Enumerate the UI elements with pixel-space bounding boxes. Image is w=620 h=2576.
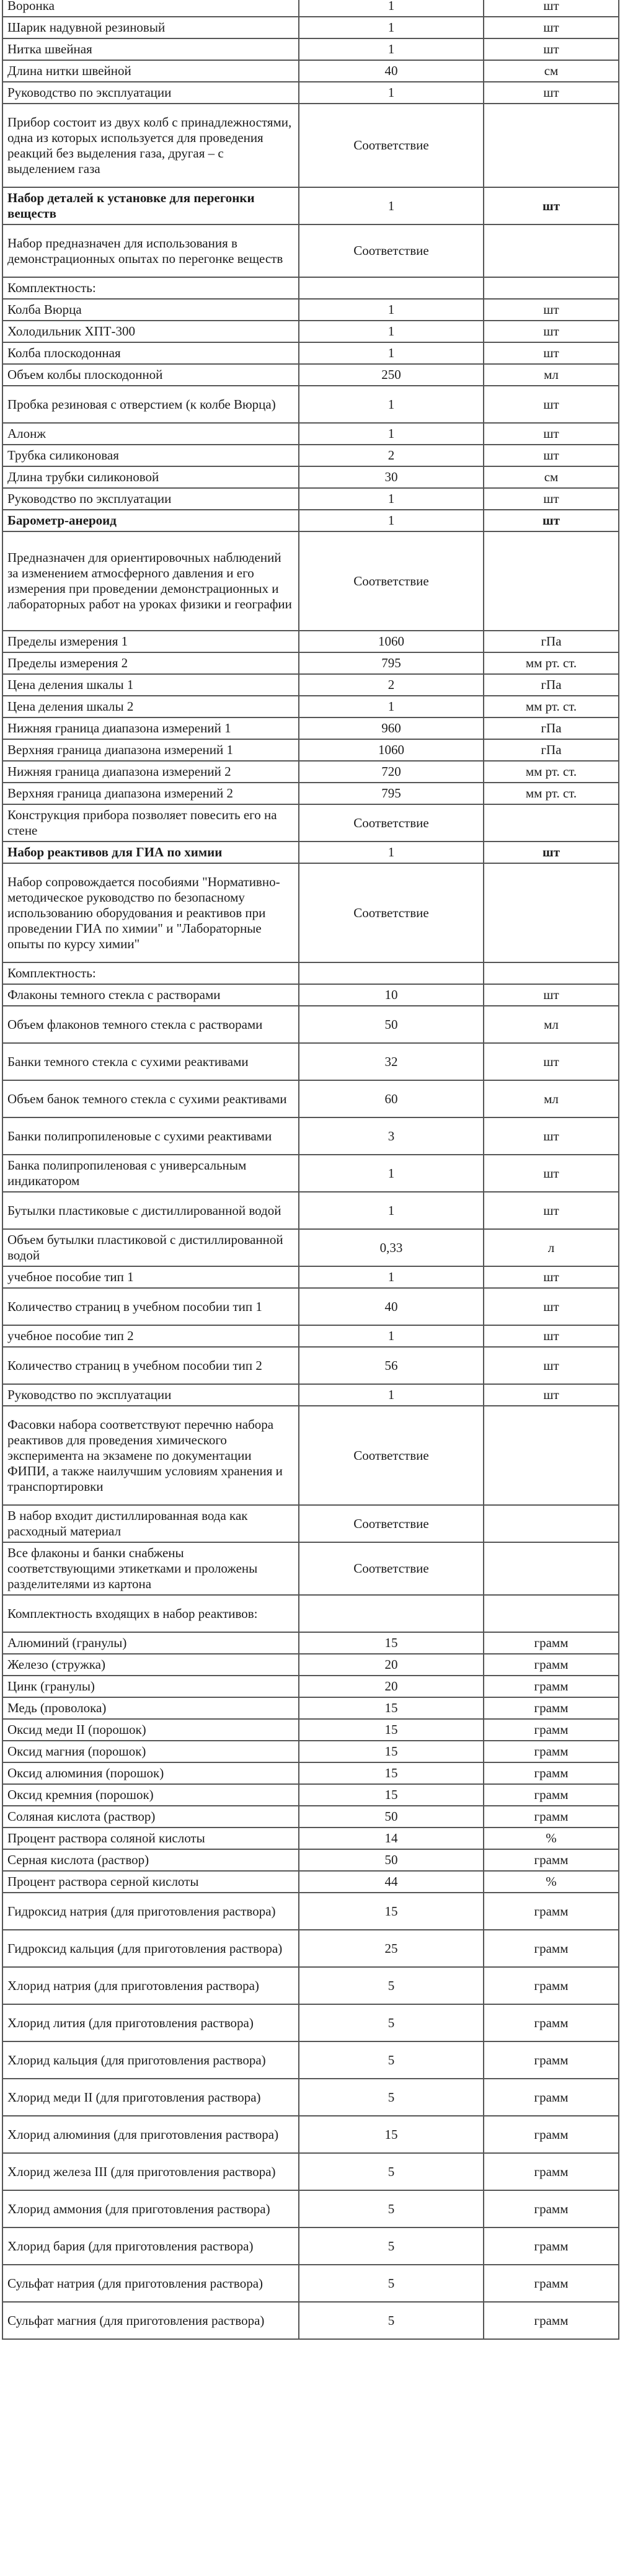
unit-cell: шт <box>484 187 619 224</box>
table-row <box>2 1229 619 1266</box>
table-row <box>2 1871 619 1893</box>
unit-cell: грамм <box>484 1762 619 1784</box>
parameter-value-cell: 2 <box>299 445 484 466</box>
parameter-value-cell: 1 <box>299 1192 484 1229</box>
table-row <box>2 1697 619 1719</box>
unit-cell: шт <box>484 1155 619 1192</box>
parameter-name-cell: Хлорид меди II (для приготовления раствора) <box>2 2079 299 2116</box>
parameter-value-cell: 1 <box>299 299 484 321</box>
parameter-value-cell: 1 <box>299 423 484 445</box>
unit-cell: шт <box>484 445 619 466</box>
parameter-name-cell: Нижняя граница диапазона измерений 1 <box>2 717 299 739</box>
parameter-name-cell: Гидроксид кальция (для приготовления раствора) <box>2 1930 299 1967</box>
parameter-value-cell: 1060 <box>299 631 484 652</box>
unit-cell: мм рт. ст. <box>484 761 619 783</box>
table-row <box>2 1654 619 1676</box>
unit-cell: % <box>484 1828 619 1849</box>
parameter-value-cell: 1 <box>299 1155 484 1192</box>
parameter-name-cell: Объем колбы плоскодонной <box>2 364 299 386</box>
parameter-value-cell: Соответствие <box>299 804 484 842</box>
parameter-value-cell: 15 <box>299 1741 484 1762</box>
parameter-value-cell: 1 <box>299 38 484 60</box>
parameter-name-cell: Длина нитки швейной <box>2 60 299 82</box>
parameter-name-cell: учебное пособие тип 2 <box>2 1325 299 1347</box>
parameter-name-cell: Цена деления шкалы 1 <box>2 674 299 696</box>
parameter-value-cell: 795 <box>299 783 484 804</box>
parameter-value-cell: 56 <box>299 1347 484 1384</box>
table-row <box>2 2302 619 2339</box>
table-row <box>2 1741 619 1762</box>
table-row <box>2 739 619 761</box>
parameter-value-cell: 250 <box>299 364 484 386</box>
parameter-name-cell: Гидроксид натрия (для приготовления раствора) <box>2 1893 299 1930</box>
parameter-name-cell: Барометр-анероид <box>2 510 299 531</box>
table-row <box>2 277 619 299</box>
parameter-name-cell: Руководство по эксплуатации <box>2 82 299 104</box>
unit-cell: грамм <box>484 2190 619 2227</box>
parameter-name-cell: Все флаконы и банки снабжены соответствующими этикетками и проложены разделителями из картона <box>2 1542 299 1595</box>
parameter-name-cell: Шарик надувной резиновый <box>2 17 299 38</box>
parameter-name-cell: Воронка <box>2 0 299 17</box>
unit-cell: грамм <box>484 2265 619 2302</box>
parameter-value-cell: 50 <box>299 1806 484 1828</box>
parameter-value-cell: 1060 <box>299 739 484 761</box>
table-row <box>2 1930 619 1967</box>
unit-cell <box>484 1542 619 1595</box>
unit-cell: шт <box>484 842 619 863</box>
table-row <box>2 488 619 510</box>
parameter-name-cell: Железо (стружка) <box>2 1654 299 1676</box>
parameter-value-cell: 1 <box>299 342 484 364</box>
parameter-value-cell: 1 <box>299 488 484 510</box>
parameter-name-cell: Комплектность: <box>2 962 299 984</box>
parameter-value-cell: 795 <box>299 652 484 674</box>
parameter-name-cell: Банка полипропиленовая с универсальным индикатором <box>2 1155 299 1192</box>
table-row <box>2 1406 619 1505</box>
table-row <box>2 842 619 863</box>
parameter-name-cell: Оксид алюминия (порошок) <box>2 1762 299 1784</box>
parameter-value-cell: Соответствие <box>299 1542 484 1595</box>
table-row <box>2 321 619 342</box>
parameter-name-cell: Комплектность: <box>2 277 299 299</box>
table-row <box>2 386 619 423</box>
unit-cell: шт <box>484 1288 619 1325</box>
unit-cell: см <box>484 466 619 488</box>
parameter-name-cell: Руководство по эксплуатации <box>2 1384 299 1406</box>
unit-cell: гПа <box>484 717 619 739</box>
unit-cell: шт <box>484 299 619 321</box>
unit-cell: мм рт. ст. <box>484 652 619 674</box>
table-row <box>2 1849 619 1871</box>
unit-cell: шт <box>484 423 619 445</box>
unit-cell: шт <box>484 17 619 38</box>
parameter-name-cell: Хлорид кальция (для приготовления раствора) <box>2 2041 299 2079</box>
table-row <box>2 1043 619 1080</box>
parameter-value-cell: 14 <box>299 1828 484 1849</box>
unit-cell: шт <box>484 488 619 510</box>
unit-cell: грамм <box>484 1930 619 1967</box>
unit-cell: см <box>484 60 619 82</box>
unit-cell: грамм <box>484 1654 619 1676</box>
unit-cell: грамм <box>484 1849 619 1871</box>
parameter-value-cell: 1 <box>299 386 484 423</box>
table-row <box>2 17 619 38</box>
unit-cell: шт <box>484 1325 619 1347</box>
parameter-name-cell: Процент раствора соляной кислоты <box>2 1828 299 1849</box>
parameter-value-cell: 15 <box>299 1762 484 1784</box>
table-row <box>2 1288 619 1325</box>
parameter-name-cell: Объем банок темного стекла с сухими реактивами <box>2 1080 299 1117</box>
parameter-name-cell: Колба плоскодонная <box>2 342 299 364</box>
parameter-value-cell <box>299 277 484 299</box>
parameter-value-cell: 1 <box>299 842 484 863</box>
parameter-name-cell: Набор предназначен для использования в демонстрационных опытах по перегонке веществ <box>2 224 299 277</box>
parameter-value-cell: 5 <box>299 1967 484 2004</box>
parameter-value-cell: 30 <box>299 466 484 488</box>
parameter-value-cell: 5 <box>299 2302 484 2339</box>
parameter-value-cell: 60 <box>299 1080 484 1117</box>
parameter-name-cell: Верхняя граница диапазона измерений 2 <box>2 783 299 804</box>
parameter-value-cell: 15 <box>299 1893 484 1930</box>
unit-cell <box>484 224 619 277</box>
table-row <box>2 631 619 652</box>
table-row <box>2 0 619 17</box>
parameter-name-cell: Хлорид бария (для приготовления раствора) <box>2 2227 299 2265</box>
table-row <box>2 1006 619 1043</box>
parameter-name-cell: учебное пособие тип 1 <box>2 1266 299 1288</box>
unit-cell: грамм <box>484 2079 619 2116</box>
table-row <box>2 984 619 1006</box>
parameter-value-cell <box>299 1595 484 1632</box>
table-row <box>2 364 619 386</box>
table-row <box>2 1806 619 1828</box>
table-row <box>2 652 619 674</box>
parameter-name-cell: Руководство по эксплуатации <box>2 488 299 510</box>
parameter-name-cell: Хлорид алюминия (для приготовления раствора) <box>2 2116 299 2153</box>
parameter-value-cell: 960 <box>299 717 484 739</box>
parameter-value-cell: 5 <box>299 2265 484 2302</box>
unit-cell <box>484 1595 619 1632</box>
unit-cell: грамм <box>484 2302 619 2339</box>
parameter-value-cell: Соответствие <box>299 1505 484 1542</box>
table-row <box>2 863 619 962</box>
parameter-name-cell: Хлорид лития (для приготовления раствора) <box>2 2004 299 2041</box>
unit-cell: шт <box>484 510 619 531</box>
parameter-value-cell: 1 <box>299 321 484 342</box>
unit-cell: мл <box>484 1006 619 1043</box>
parameter-name-cell: Предназначен для ориентировочных наблюдений за изменением атмосферного давления и его измерения при проведении демонстрационных и лабораторных работ на уроках физики и географии <box>2 531 299 631</box>
parameter-value-cell: 15 <box>299 1784 484 1806</box>
table-row <box>2 2153 619 2190</box>
unit-cell: грамм <box>484 2041 619 2079</box>
table-row <box>2 1828 619 1849</box>
unit-cell <box>484 1505 619 1542</box>
table-row <box>2 445 619 466</box>
parameter-value-cell: 32 <box>299 1043 484 1080</box>
unit-cell <box>484 104 619 187</box>
parameter-value-cell: 20 <box>299 1654 484 1676</box>
unit-cell: гПа <box>484 631 619 652</box>
table-row <box>2 1542 619 1595</box>
unit-cell <box>484 1406 619 1505</box>
parameter-name-cell: Хлорид натрия (для приготовления раствора) <box>2 1967 299 2004</box>
table-row <box>2 466 619 488</box>
table-row <box>2 674 619 696</box>
unit-cell <box>484 863 619 962</box>
table-row <box>2 696 619 717</box>
table-row <box>2 1080 619 1117</box>
unit-cell: грамм <box>484 1719 619 1741</box>
parameter-name-cell: Пределы измерения 1 <box>2 631 299 652</box>
parameter-name-cell: Алюминий (гранулы) <box>2 1632 299 1654</box>
parameter-name-cell: Набор реактивов для ГИА по химии <box>2 842 299 863</box>
unit-cell: шт <box>484 342 619 364</box>
unit-cell: гПа <box>484 739 619 761</box>
parameter-value-cell: 720 <box>299 761 484 783</box>
parameter-value-cell: 15 <box>299 1697 484 1719</box>
parameter-value-cell: Соответствие <box>299 863 484 962</box>
specification-table-body <box>2 0 619 2339</box>
unit-cell: шт <box>484 1043 619 1080</box>
unit-cell: грамм <box>484 2004 619 2041</box>
parameter-value-cell: 5 <box>299 2041 484 2079</box>
parameter-name-cell: Оксид кремния (порошок) <box>2 1784 299 1806</box>
parameter-name-cell: Пределы измерения 2 <box>2 652 299 674</box>
parameter-name-cell: Цена деления шкалы 2 <box>2 696 299 717</box>
unit-cell: грамм <box>484 1784 619 1806</box>
parameter-name-cell: Пробка резиновая с отверстием (к колбе Вюрца) <box>2 386 299 423</box>
unit-cell: грамм <box>484 2227 619 2265</box>
parameter-name-cell: Холодильник ХПТ-300 <box>2 321 299 342</box>
table-row <box>2 1505 619 1542</box>
parameter-name-cell: Набор сопровождается пособиями "Нормативно-методическое руководство по безопасному использованию оборудования и реактивов при проведении ГИА по химии" и "Лабораторные опыты по курсу химии" <box>2 863 299 962</box>
table-row <box>2 342 619 364</box>
parameter-name-cell: Цинк (гранулы) <box>2 1676 299 1697</box>
table-row <box>2 2079 619 2116</box>
table-row <box>2 1632 619 1654</box>
unit-cell: мл <box>484 1080 619 1117</box>
parameter-name-cell: Процент раствора серной кислоты <box>2 1871 299 1893</box>
unit-cell: мм рт. ст. <box>484 696 619 717</box>
unit-cell: грамм <box>484 1697 619 1719</box>
parameter-name-cell: Сульфат магния (для приготовления раствора) <box>2 2302 299 2339</box>
table-row <box>2 1266 619 1288</box>
parameter-name-cell: Оксид магния (порошок) <box>2 1741 299 1762</box>
parameter-value-cell: 1 <box>299 510 484 531</box>
unit-cell: шт <box>484 38 619 60</box>
unit-cell <box>484 531 619 631</box>
table-row <box>2 804 619 842</box>
parameter-value-cell: 10 <box>299 984 484 1006</box>
parameter-value-cell: 5 <box>299 2190 484 2227</box>
unit-cell: шт <box>484 1117 619 1155</box>
parameter-name-cell: Набор деталей к установке для перегонки веществ <box>2 187 299 224</box>
table-row <box>2 1762 619 1784</box>
table-row <box>2 783 619 804</box>
parameter-value-cell: 15 <box>299 1632 484 1654</box>
unit-cell: грамм <box>484 2153 619 2190</box>
unit-cell: шт <box>484 82 619 104</box>
table-row <box>2 423 619 445</box>
unit-cell: грамм <box>484 1806 619 1828</box>
parameter-name-cell: Комплектность входящих в набор реактивов: <box>2 1595 299 1632</box>
parameter-name-cell: Хлорид аммония (для приготовления раствора) <box>2 2190 299 2227</box>
parameter-value-cell: 1 <box>299 1325 484 1347</box>
parameter-name-cell: Нижняя граница диапазона измерений 2 <box>2 761 299 783</box>
parameter-value-cell: 5 <box>299 2227 484 2265</box>
unit-cell: шт <box>484 321 619 342</box>
parameter-name-cell: Нитка швейная <box>2 38 299 60</box>
parameter-name-cell: Длина трубки силиконовой <box>2 466 299 488</box>
parameter-name-cell: Медь (проволока) <box>2 1697 299 1719</box>
parameter-value-cell: 1 <box>299 82 484 104</box>
parameter-value-cell: 1 <box>299 696 484 717</box>
parameter-name-cell: Верхняя граница диапазона измерений 1 <box>2 739 299 761</box>
table-row <box>2 1192 619 1229</box>
parameter-value-cell: 5 <box>299 2004 484 2041</box>
parameter-name-cell: Банки темного стекла с сухими реактивами <box>2 1043 299 1080</box>
unit-cell: шт <box>484 386 619 423</box>
unit-cell <box>484 277 619 299</box>
table-row <box>2 717 619 739</box>
parameter-value-cell: Соответствие <box>299 224 484 277</box>
parameter-name-cell: Банки полипропиленовые с сухими реактивами <box>2 1117 299 1155</box>
unit-cell: грамм <box>484 1741 619 1762</box>
unit-cell: шт <box>484 984 619 1006</box>
parameter-name-cell: Количество страниц в учебном пособии тип 1 <box>2 1288 299 1325</box>
parameter-name-cell: Серная кислота (раствор) <box>2 1849 299 1871</box>
table-row <box>2 2004 619 2041</box>
parameter-name-cell: Фасовки набора соответствуют перечню набора реактивов для проведения химического эксперимента на экзамене по документации ФИПИ, а также наилучшим условиям хранения и транспортировки <box>2 1406 299 1505</box>
parameter-name-cell: Объем бутылки пластиковой с дистиллированной водой <box>2 1229 299 1266</box>
parameter-value-cell: 1 <box>299 17 484 38</box>
parameter-name-cell: Конструкция прибора позволяет повесить его на стене <box>2 804 299 842</box>
parameter-name-cell: Оксид меди II (порошок) <box>2 1719 299 1741</box>
parameter-value-cell: 5 <box>299 2079 484 2116</box>
parameter-value-cell: 15 <box>299 2116 484 2153</box>
unit-cell <box>484 804 619 842</box>
parameter-value-cell: 15 <box>299 1719 484 1741</box>
table-row <box>2 1893 619 1930</box>
unit-cell: л <box>484 1229 619 1266</box>
table-row <box>2 1384 619 1406</box>
specification-table <box>2 0 619 2340</box>
table-row <box>2 1117 619 1155</box>
parameter-value-cell: 40 <box>299 1288 484 1325</box>
table-row <box>2 761 619 783</box>
table-row <box>2 187 619 224</box>
parameter-name-cell: Флаконы темного стекла с растворами <box>2 984 299 1006</box>
unit-cell: шт <box>484 0 619 17</box>
parameter-value-cell: 50 <box>299 1006 484 1043</box>
table-row <box>2 1155 619 1192</box>
unit-cell: мм рт. ст. <box>484 783 619 804</box>
table-row <box>2 299 619 321</box>
table-row <box>2 1967 619 2004</box>
unit-cell: шт <box>484 1192 619 1229</box>
unit-cell: грамм <box>484 1967 619 2004</box>
unit-cell: мл <box>484 364 619 386</box>
parameter-value-cell: 40 <box>299 60 484 82</box>
unit-cell: грамм <box>484 1676 619 1697</box>
parameter-value-cell: Соответствие <box>299 104 484 187</box>
parameter-name-cell: Объем флаконов темного стекла с растворами <box>2 1006 299 1043</box>
table-row <box>2 2041 619 2079</box>
parameter-value-cell: 25 <box>299 1930 484 1967</box>
parameter-value-cell: 2 <box>299 674 484 696</box>
parameter-value-cell: 1 <box>299 1266 484 1288</box>
table-row <box>2 1719 619 1741</box>
unit-cell: % <box>484 1871 619 1893</box>
table-row <box>2 1595 619 1632</box>
parameter-value-cell: 3 <box>299 1117 484 1155</box>
table-row <box>2 104 619 187</box>
parameter-value-cell: Соответствие <box>299 1406 484 1505</box>
parameter-name-cell: Количество страниц в учебном пособии тип 2 <box>2 1347 299 1384</box>
parameter-name-cell: Хлорид железа III (для приготовления раствора) <box>2 2153 299 2190</box>
parameter-name-cell: Колба Вюрца <box>2 299 299 321</box>
parameter-value-cell: 5 <box>299 2153 484 2190</box>
parameter-value-cell: 1 <box>299 0 484 17</box>
table-row <box>2 1784 619 1806</box>
unit-cell: гПа <box>484 674 619 696</box>
unit-cell: грамм <box>484 1632 619 1654</box>
parameter-value-cell: 1 <box>299 1384 484 1406</box>
parameter-value-cell: 44 <box>299 1871 484 1893</box>
parameter-value-cell: 50 <box>299 1849 484 1871</box>
table-row <box>2 531 619 631</box>
unit-cell: грамм <box>484 1893 619 1930</box>
parameter-value-cell: 0,33 <box>299 1229 484 1266</box>
unit-cell: грамм <box>484 2116 619 2153</box>
parameter-name-cell: Прибор состоит из двух колб с принадлежностями, одна из которых используется для проведения реакций без выделения газа, другая – с выделением газа <box>2 104 299 187</box>
table-row <box>2 1347 619 1384</box>
table-row <box>2 2227 619 2265</box>
unit-cell: шт <box>484 1266 619 1288</box>
table-row <box>2 1676 619 1697</box>
parameter-name-cell: Бутылки пластиковые с дистиллированной водой <box>2 1192 299 1229</box>
parameter-name-cell: Трубка силиконовая <box>2 445 299 466</box>
parameter-name-cell: Сульфат натрия (для приготовления раствора) <box>2 2265 299 2302</box>
table-row <box>2 962 619 984</box>
unit-cell: шт <box>484 1347 619 1384</box>
parameter-value-cell <box>299 962 484 984</box>
table-row <box>2 38 619 60</box>
table-row <box>2 510 619 531</box>
table-row <box>2 2116 619 2153</box>
table-row <box>2 224 619 277</box>
parameter-value-cell: 1 <box>299 187 484 224</box>
table-row <box>2 2190 619 2227</box>
table-row <box>2 60 619 82</box>
unit-cell <box>484 962 619 984</box>
parameter-value-cell: Соответствие <box>299 531 484 631</box>
parameter-name-cell: В набор входит дистиллированная вода как расходный материал <box>2 1505 299 1542</box>
parameter-value-cell: 20 <box>299 1676 484 1697</box>
parameter-name-cell: Алонж <box>2 423 299 445</box>
parameter-name-cell: Соляная кислота (раствор) <box>2 1806 299 1828</box>
unit-cell: шт <box>484 1384 619 1406</box>
table-row <box>2 2265 619 2302</box>
table-row <box>2 82 619 104</box>
table-row <box>2 1325 619 1347</box>
